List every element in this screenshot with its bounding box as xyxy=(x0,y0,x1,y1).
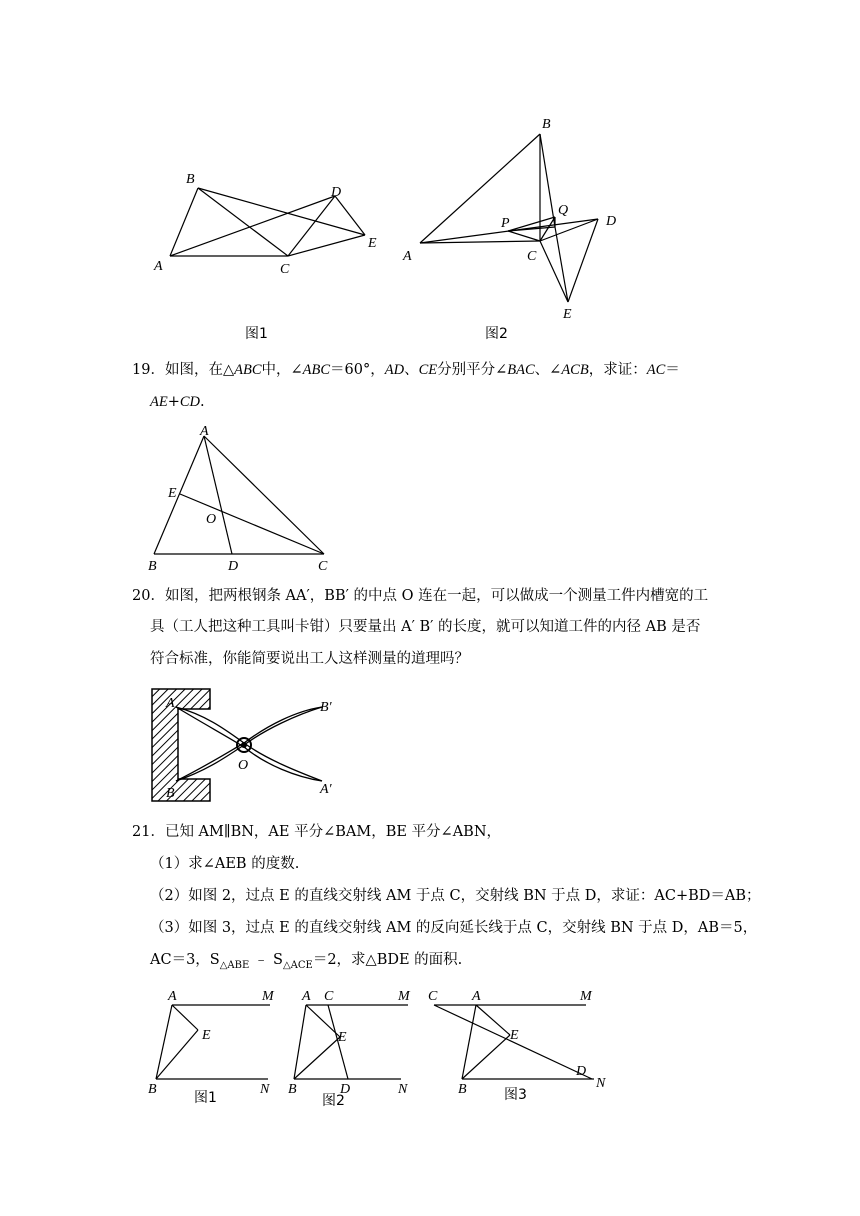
q20-line3: 符合标准，你能简要说出工人这样测量的道理吗？ xyxy=(150,651,469,667)
label-e: E xyxy=(168,486,177,501)
label-b: B xyxy=(186,172,195,187)
label-c: C xyxy=(280,262,290,277)
figure-q21-3 xyxy=(424,985,614,1110)
label-m: M xyxy=(580,989,592,1004)
figure-q21-1-caption: 图1 xyxy=(194,1090,217,1106)
label-a: A xyxy=(302,989,311,1004)
label-c: C xyxy=(324,989,334,1004)
label-a: A xyxy=(166,696,175,711)
label-m: M xyxy=(398,989,410,1004)
q20-line1: 20．如图，把两根钢条 AA′，BB′ 的中点 O 连在一起，可以做成一个测量工件内槽宽的工 xyxy=(132,588,709,604)
label-d: D xyxy=(331,185,342,200)
label-b: B xyxy=(542,117,551,132)
figure-q21-2 xyxy=(286,985,426,1115)
label-a: A xyxy=(472,989,481,1004)
label-c: C xyxy=(527,249,537,264)
label-o: O xyxy=(206,512,217,527)
label-d: D xyxy=(606,214,617,229)
label-e: E xyxy=(202,1028,211,1043)
label-e: E xyxy=(510,1028,519,1043)
label-e: E xyxy=(368,236,377,251)
figure-1-caption: 图1 xyxy=(245,326,268,342)
label-a: A xyxy=(200,424,209,439)
label-m: M xyxy=(262,989,274,1004)
label-b: B xyxy=(148,559,157,574)
figure-q21-3-caption: 图3 xyxy=(504,1087,527,1103)
label-n: N xyxy=(596,1076,606,1091)
label-n: N xyxy=(260,1082,270,1097)
label-b: B xyxy=(288,1082,297,1097)
label-o: O xyxy=(238,758,249,773)
label-b: B xyxy=(166,786,175,801)
figure-q20-calipers xyxy=(146,685,366,810)
q21-line4: （3）如图 3，过点 E 的直线交射线 AM 的反向延长线于点 C，交射线 BN 于点 D，AB＝5， xyxy=(150,920,758,936)
figure-q19-triangle xyxy=(140,420,350,575)
q21-line1: 21．已知 AM∥BN，AE 平分∠BAM，BE 平分∠ABN， xyxy=(132,824,502,840)
label-q: Q xyxy=(558,203,569,218)
label-a: A xyxy=(154,259,163,274)
q21-line2: （1）求∠AEB 的度数. xyxy=(150,856,300,872)
label-c: C xyxy=(428,989,438,1004)
q21-line3: （2）如图 2，过点 E 的直线交射线 AM 于点 C，交射线 BN 于点 D，求证：AC+BD＝AB； xyxy=(150,888,761,904)
q20-line2: 具（工人把这种工具叫卡钳）只要量出 A′ B′ 的长度，就可以知道工件的内径 AB 是否 xyxy=(150,619,701,635)
label-b-prime: B′ xyxy=(320,700,332,715)
label-e: E xyxy=(338,1030,347,1045)
label-e: E xyxy=(563,307,572,322)
label-d: D xyxy=(576,1064,587,1079)
figure-q21-1 xyxy=(140,985,290,1110)
label-b: B xyxy=(458,1082,467,1097)
figure-2 xyxy=(400,110,640,350)
figure-q21-2-caption: 图2 xyxy=(322,1093,345,1109)
label-a: A xyxy=(403,249,412,264)
label-a: A xyxy=(168,989,177,1004)
label-d: D xyxy=(228,559,239,574)
label-d: D xyxy=(340,1082,351,1097)
q19-line2: AE+CD. xyxy=(150,394,205,410)
figure-2-caption: 图2 xyxy=(485,326,508,342)
label-a-prime: A′ xyxy=(320,782,332,797)
q21-line5: AC＝3，$S_{\triangle ABE}$ ﹣ $S_{\triangle ACE}=2$，求△BDE 的面积. xyxy=(150,952,463,971)
label-c: C xyxy=(318,559,328,574)
q19-line1: 19．如图，在△ABC中，∠ABC＝60°，AD、CE分别平分∠BAC、∠ACB，求证：AC＝ xyxy=(132,362,680,378)
label-p: P xyxy=(501,216,510,231)
label-n: N xyxy=(398,1082,408,1097)
label-b: B xyxy=(148,1082,157,1097)
figure-1 xyxy=(140,170,400,350)
